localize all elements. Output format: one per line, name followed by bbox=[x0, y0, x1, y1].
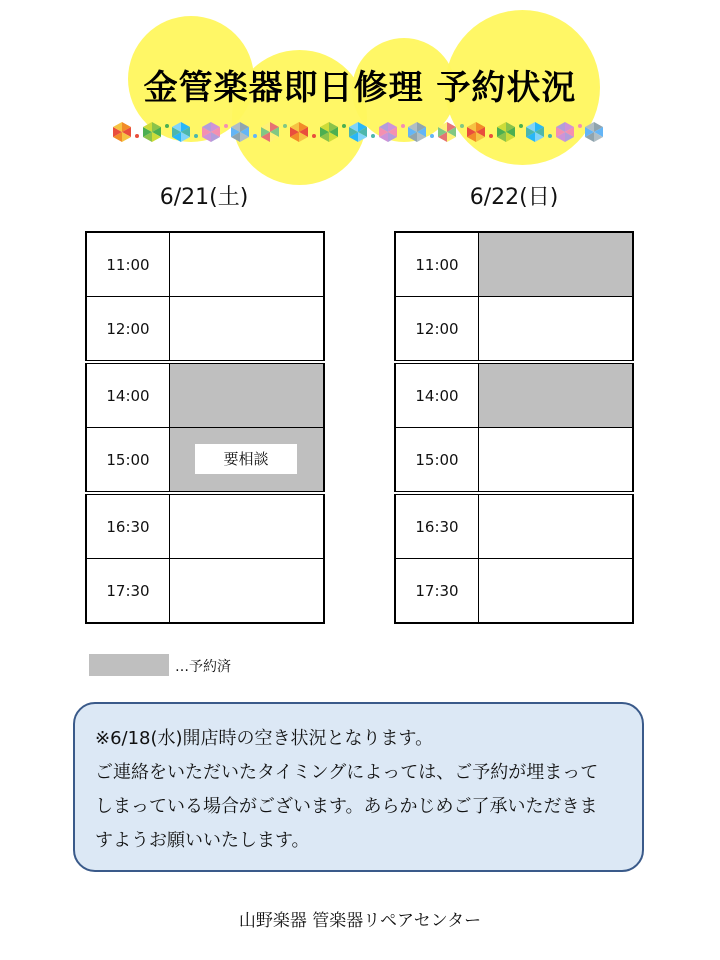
slot-cell bbox=[170, 493, 325, 559]
day-label-2: 6/22(日) bbox=[469, 185, 559, 210]
notice-line: しまっている場合がございます。あらかじめご了承いただきま bbox=[95, 796, 598, 817]
dot-ornament bbox=[165, 124, 169, 128]
time-slot-label: 14:00 bbox=[395, 362, 479, 428]
schedule-table-day-2 bbox=[394, 231, 634, 624]
dot-ornament bbox=[548, 134, 552, 138]
time-slot-label: 12:00 bbox=[395, 297, 479, 363]
time-slot-label: 12:00 bbox=[86, 297, 170, 363]
hexagon-ornament bbox=[466, 122, 486, 142]
dot-ornament bbox=[489, 134, 493, 138]
time-slot-label: 15:00 bbox=[86, 428, 170, 494]
hexagon-ornament bbox=[289, 122, 309, 142]
dot-ornament bbox=[135, 134, 139, 138]
slot-cell-booked bbox=[479, 232, 634, 297]
hexagon-ornament bbox=[584, 122, 604, 142]
notice-line: ※6/18(水)開店時の空き状況となります。 bbox=[95, 728, 434, 749]
dot-ornament bbox=[342, 124, 346, 128]
slot-cell-booked bbox=[479, 362, 634, 428]
hexagon-ornament bbox=[407, 122, 427, 142]
notice-line: すようお願いいたします。 bbox=[95, 830, 310, 851]
schedule-table-day-1 bbox=[85, 231, 325, 624]
hexagon-ornament bbox=[496, 122, 516, 142]
day-label-1: 6/21(土) bbox=[159, 185, 249, 210]
hexagon-ornament bbox=[319, 122, 339, 142]
dot-ornament bbox=[519, 124, 523, 128]
time-slot-label: 16:30 bbox=[86, 493, 170, 559]
slot-cell-booked bbox=[170, 362, 325, 428]
slot-cell bbox=[170, 559, 325, 624]
footer-text: 山野楽器 管楽器リペアセンター bbox=[238, 911, 482, 931]
hexagon-ornament bbox=[260, 122, 280, 142]
dot-ornament bbox=[312, 134, 316, 138]
time-slot-label: 17:30 bbox=[395, 559, 479, 624]
dot-ornament bbox=[460, 124, 464, 128]
dot-ornament bbox=[430, 134, 434, 138]
dot-ornament bbox=[578, 124, 582, 128]
consult-badge: 要相談 bbox=[195, 444, 297, 474]
hexagon-ornament bbox=[201, 122, 221, 142]
legend-label: …予約済 bbox=[175, 659, 231, 675]
dot-ornament bbox=[283, 124, 287, 128]
time-slot-label: 14:00 bbox=[86, 362, 170, 428]
slot-cell bbox=[479, 559, 634, 624]
hexagon-ornament bbox=[112, 122, 132, 142]
time-slot-label: 11:00 bbox=[395, 232, 479, 297]
slot-cell-booked bbox=[170, 428, 325, 494]
time-slot-label: 16:30 bbox=[395, 493, 479, 559]
notice-box bbox=[73, 702, 644, 872]
hexagon-ornament bbox=[555, 122, 575, 142]
decorative-hexagon-row bbox=[112, 120, 612, 144]
legend-swatch bbox=[89, 654, 169, 676]
page-title: 金管楽器即日修理 予約状況 bbox=[143, 68, 577, 108]
dot-ornament bbox=[401, 124, 405, 128]
slot-cell bbox=[170, 232, 325, 297]
hexagon-ornament bbox=[348, 122, 368, 142]
hexagon-ornament bbox=[171, 122, 191, 142]
hexagon-ornament bbox=[378, 122, 398, 142]
slot-cell bbox=[170, 297, 325, 363]
dot-ornament bbox=[194, 134, 198, 138]
slot-cell bbox=[479, 493, 634, 559]
slot-cell bbox=[479, 428, 634, 494]
dot-ornament bbox=[224, 124, 228, 128]
dot-ornament bbox=[253, 134, 257, 138]
notice-line: ご連絡をいただいたタイミングによっては、ご予約が埋まって bbox=[95, 762, 599, 783]
slot-cell bbox=[479, 297, 634, 363]
time-slot-label: 17:30 bbox=[86, 559, 170, 624]
time-slot-label: 15:00 bbox=[395, 428, 479, 494]
hexagon-ornament bbox=[525, 122, 545, 142]
hexagon-ornament bbox=[230, 122, 250, 142]
hexagon-ornament bbox=[142, 122, 162, 142]
time-slot-label: 11:00 bbox=[86, 232, 170, 297]
hexagon-ornament bbox=[437, 122, 457, 142]
dot-ornament bbox=[371, 134, 375, 138]
